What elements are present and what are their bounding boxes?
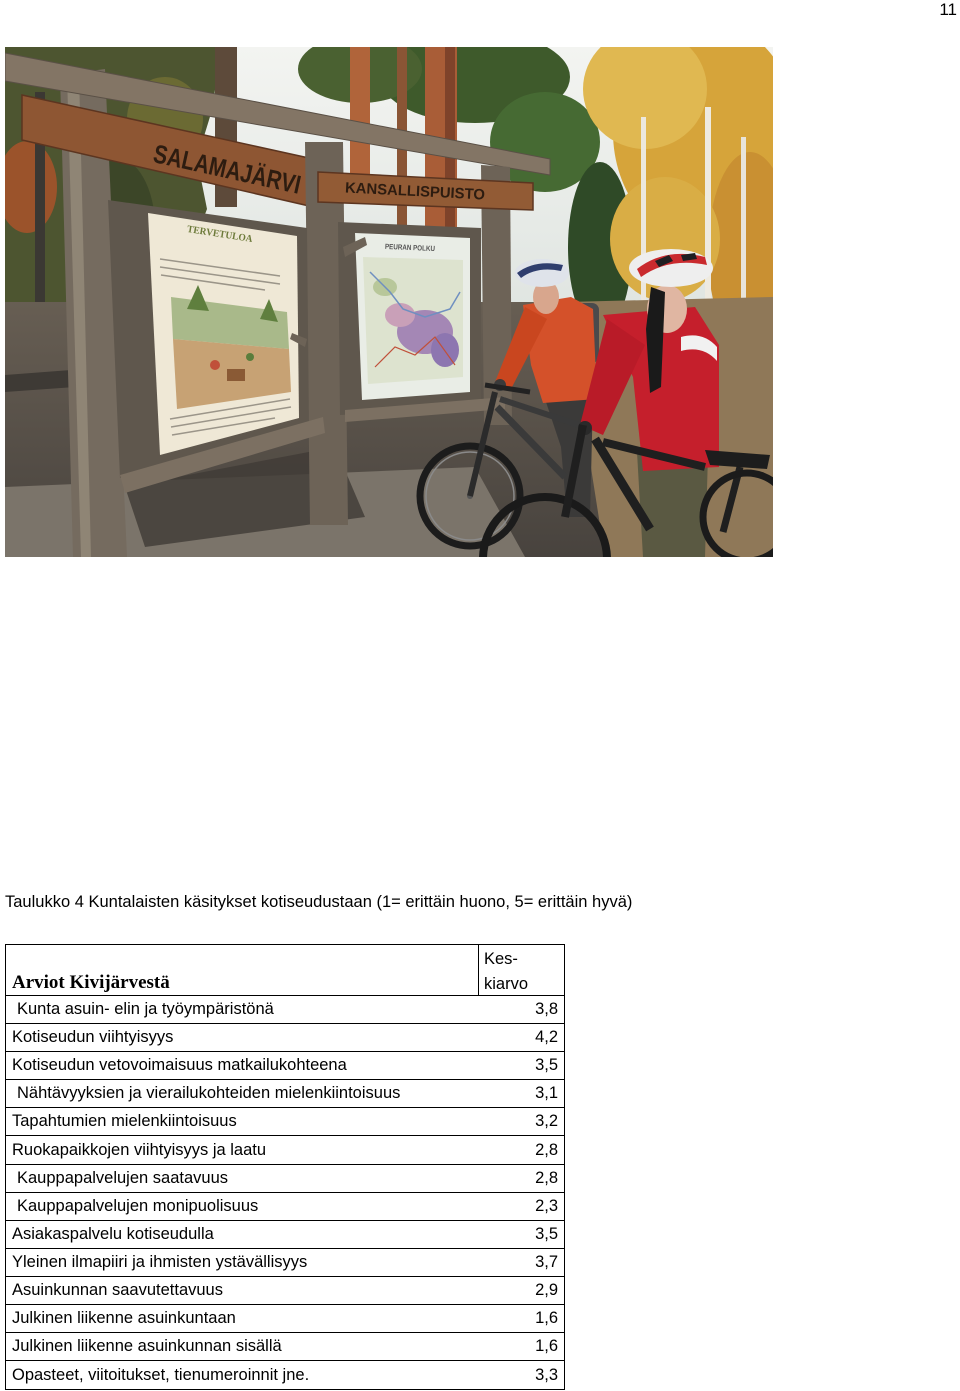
- right-poster-title: PEURAN POLKU: [384, 241, 446, 254]
- row-label: Kauppapalvelujen saatavuus: [17, 1168, 228, 1187]
- table-row: [6, 1108, 564, 1136]
- row-label: Kotiseudun vetovoimaisuus matkailukohteena: [12, 1056, 347, 1075]
- row-value: 3,7: [535, 1252, 558, 1271]
- left-poster-title: TERVETULOA: [186, 223, 257, 246]
- poster-illustration-hut: [227, 369, 245, 381]
- row-label: Asiakaspalvelu kotiseudulla: [12, 1224, 214, 1243]
- row-value: 3,8: [535, 1000, 558, 1019]
- page-number: 11: [939, 0, 957, 19]
- photo: [5, 47, 773, 557]
- row-label: Kauppapalvelujen monipuolisuus: [17, 1196, 259, 1215]
- table-row: [6, 1052, 564, 1080]
- row-value: 1,6: [535, 1309, 558, 1328]
- poster-illustration-dot: [246, 353, 254, 361]
- row-value: 3,5: [535, 1224, 558, 1243]
- row-label: Tapahtumien mielenkiintoisuus: [12, 1112, 237, 1131]
- row-label: Kotiseudun viihtyisyys: [12, 1028, 174, 1047]
- row-label: Julkinen liikenne asuinkunnan sisällä: [12, 1337, 282, 1356]
- row-label: Ruokapaikkojen viihtyisyys ja laatu: [12, 1140, 267, 1159]
- map-area: [385, 303, 415, 327]
- row-value: 1,6: [535, 1337, 558, 1356]
- table-header: [6, 945, 564, 996]
- row-label: Julkinen liikenne asuinkuntaan: [12, 1309, 236, 1328]
- table-row: [6, 1221, 564, 1249]
- table-row: [6, 1249, 564, 1277]
- table-row: [6, 1277, 564, 1305]
- ratings-table: [5, 944, 565, 1390]
- row-label: Asuinkunnan saavutettavuus: [12, 1280, 223, 1299]
- birch-trunk: [705, 107, 711, 332]
- table-row: [6, 1080, 564, 1108]
- sign-secondary-text: KANSALLISPUISTO: [344, 179, 487, 204]
- row-value: 3,2: [535, 1112, 558, 1131]
- table-row: [6, 1361, 564, 1389]
- header-value-line1: Kes-: [484, 950, 518, 968]
- birch-trunk: [641, 117, 646, 332]
- row-value: 2,8: [535, 1140, 558, 1159]
- row-value: 2,9: [535, 1280, 558, 1299]
- row-label: Opasteet, viitoitukset, tienumeroinnit jne.: [12, 1365, 310, 1384]
- table-row: [6, 1305, 564, 1333]
- table-row: [6, 1333, 564, 1361]
- table-row: [6, 1136, 564, 1164]
- row-label: Yleinen ilmapiiri ja ihmisten ystävällisyys: [12, 1252, 308, 1271]
- poster-illustration-dot: [210, 360, 220, 370]
- table-caption: Taulukko 4 Kuntalaisten käsitykset kotiseudustaan (1= erittäin huono, 5= erittäin hyvä): [5, 893, 633, 911]
- header-label: Arviot Kivijärvestä: [12, 972, 170, 993]
- row-label: Kunta asuin- elin ja työympäristönä: [17, 1000, 274, 1019]
- row-value: 3,3: [535, 1365, 558, 1384]
- row-value: 3,1: [535, 1084, 558, 1103]
- row-value: 4,2: [535, 1028, 558, 1047]
- header-value-line2: kiarvo: [484, 975, 529, 993]
- table-row: [6, 996, 564, 1024]
- row-label: Nähtävyyksien ja vierailukohteiden mielenkiintoisuus: [17, 1084, 401, 1103]
- row-value: 3,5: [535, 1056, 558, 1075]
- table-row: [6, 1024, 564, 1052]
- row-value: 2,3: [535, 1196, 558, 1215]
- row-value: 2,8: [535, 1168, 558, 1187]
- table-row: [6, 1193, 564, 1221]
- sign-main-text: SALAMAJÄRVI: [150, 138, 341, 208]
- photo-national-park-signboard-cyclists: [5, 47, 773, 557]
- table-row: [6, 1165, 564, 1193]
- header-value: [478, 945, 564, 995]
